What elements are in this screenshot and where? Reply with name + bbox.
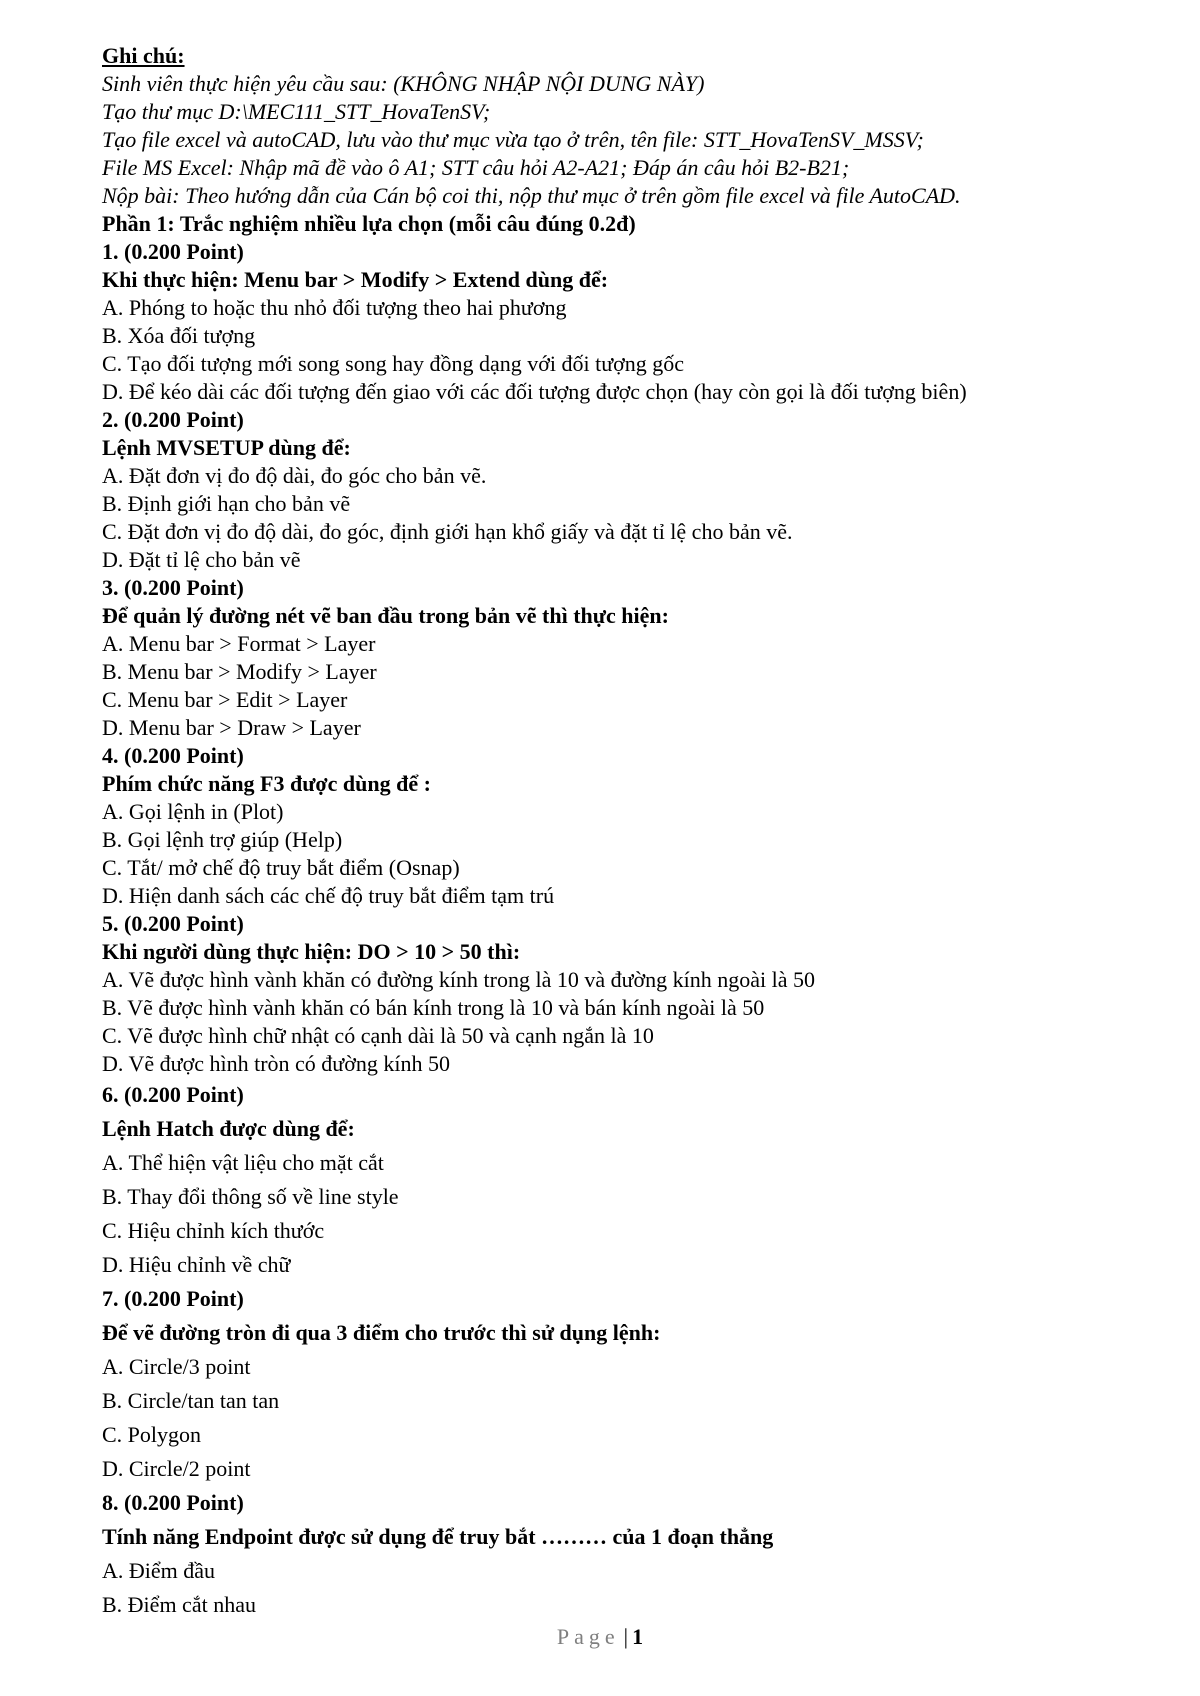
answer-option: D. Circle/2 point xyxy=(102,1456,251,1481)
page-footer xyxy=(0,1624,1200,1650)
answer-option: B. Thay đổi thông số về line style xyxy=(102,1184,399,1209)
question-number: 6. (0.200 Point) xyxy=(102,1082,244,1107)
question-text: Khi người dùng thực hiện: DO > 10 > 50 thì: xyxy=(102,939,521,964)
answer-option: D. Để kéo dài các đối tượng đến giao với các đối tượng được chọn (hay còn gọi là đối tượng biên) xyxy=(102,379,967,404)
note-line: Tạo thư mục D:\MEC111_STT_HovaTenSV; xyxy=(102,99,491,124)
question-text: Khi thực hiện: Menu bar > Modify > Extend dùng để: xyxy=(102,267,609,292)
answer-option: A. Điểm đầu xyxy=(102,1558,216,1583)
answer-option: B. Circle/tan tan tan xyxy=(102,1388,280,1413)
footer-separator: | xyxy=(623,1624,629,1649)
question-number: 2. (0.200 Point) xyxy=(102,407,244,432)
answer-option: D. Hiệu chỉnh về chữ xyxy=(102,1252,291,1277)
note-line: Tạo file excel và autoCAD, lưu vào thư mục vừa tạo ở trên, tên file: STT_HovaTenSV_MSSV; xyxy=(102,127,924,152)
note-line: File MS Excel: Nhập mã đề vào ô A1; STT câu hỏi A2-A21; Đáp án câu hỏi B2-B21; xyxy=(102,155,850,180)
note-line: Sinh viên thực hiện yêu cầu sau: (KHÔNG NHẬP NỘI DUNG NÀY) xyxy=(102,71,705,96)
answer-option: A. Vẽ được hình vành khăn có đường kính trong là 10 và đường kính ngoài là 50 xyxy=(102,967,816,992)
answer-option: D. Menu bar > Draw > Layer xyxy=(102,715,361,740)
answer-option: C. Tạo đối tượng mới song song hay đồng dạng với đối tượng gốc xyxy=(102,351,685,376)
answer-option: C. Đặt đơn vị đo độ dài, đo góc, định giới hạn khổ giấy và đặt tỉ lệ cho bản vẽ. xyxy=(102,519,793,544)
question-number: 3. (0.200 Point) xyxy=(102,575,244,600)
question-text: Lệnh MVSETUP dùng để: xyxy=(102,435,351,460)
section-title: Phần 1: Trắc nghiệm nhiều lựa chọn (mỗi câu đúng 0.2đ) xyxy=(102,211,636,236)
question-number: 7. (0.200 Point) xyxy=(102,1286,244,1311)
answer-option: B. Vẽ được hình vành khăn có bán kính trong là 10 và bán kính ngoài là 50 xyxy=(102,995,765,1020)
answer-option: A. Circle/3 point xyxy=(102,1354,251,1379)
answer-option: C. Menu bar > Edit > Layer xyxy=(102,687,348,712)
note-heading: Ghi chú: xyxy=(102,43,185,68)
answer-option: B. Điểm cắt nhau xyxy=(102,1592,256,1617)
answer-option: D. Hiện danh sách các chế độ truy bắt điểm tạm trú xyxy=(102,883,555,908)
answer-option: D. Vẽ được hình tròn có đường kính 50 xyxy=(102,1051,450,1076)
question-text: Phím chức năng F3 được dùng để : xyxy=(102,771,431,796)
answer-option: B. Menu bar > Modify > Layer xyxy=(102,659,377,684)
answer-option: B. Xóa đối tượng xyxy=(102,323,256,348)
question-number: 5. (0.200 Point) xyxy=(102,911,244,936)
note-line: Nộp bài: Theo hướng dẫn của Cán bộ coi thi, nộp thư mục ở trên gồm file excel và file AutoCAD. xyxy=(102,183,961,208)
page-content xyxy=(102,42,1182,1622)
answer-option: A. Thể hiện vật liệu cho mặt cắt xyxy=(102,1150,384,1175)
page-label: Page xyxy=(556,1624,620,1649)
question-text: Tính năng Endpoint được sử dụng để truy bắt ……… của 1 đoạn thẳng xyxy=(102,1524,774,1549)
page-number: 1 xyxy=(632,1624,644,1649)
question-text: Để quản lý đường nét vẽ ban đầu trong bản vẽ thì thực hiện: xyxy=(102,603,669,628)
question-text: Lệnh Hatch được dùng để: xyxy=(102,1116,355,1141)
answer-option: A. Đặt đơn vị đo độ dài, đo góc cho bản vẽ. xyxy=(102,463,487,488)
question-text: Để vẽ đường tròn đi qua 3 điểm cho trước thì sử dụng lệnh: xyxy=(102,1320,661,1345)
answer-option: B. Định giới hạn cho bản vẽ xyxy=(102,491,351,516)
answer-option: A. Gọi lệnh in (Plot) xyxy=(102,799,284,824)
answer-option: C. Polygon xyxy=(102,1422,202,1447)
question-number: 4. (0.200 Point) xyxy=(102,743,244,768)
answer-option: C. Tắt/ mở chế độ truy bắt điểm (Osnap) xyxy=(102,855,460,880)
answer-option: D. Đặt tỉ lệ cho bản vẽ xyxy=(102,547,301,572)
question-number: 1. (0.200 Point) xyxy=(102,239,244,264)
question-number: 8. (0.200 Point) xyxy=(102,1490,244,1515)
answer-option: C. Vẽ được hình chữ nhật có cạnh dài là 50 và cạnh ngắn là 10 xyxy=(102,1023,654,1048)
answer-option: A. Phóng to hoặc thu nhỏ đối tượng theo hai phương xyxy=(102,295,567,320)
answer-option: B. Gọi lệnh trợ giúp (Help) xyxy=(102,827,343,852)
answer-option: A. Menu bar > Format > Layer xyxy=(102,631,376,656)
answer-option: C. Hiệu chỉnh kích thước xyxy=(102,1218,325,1243)
